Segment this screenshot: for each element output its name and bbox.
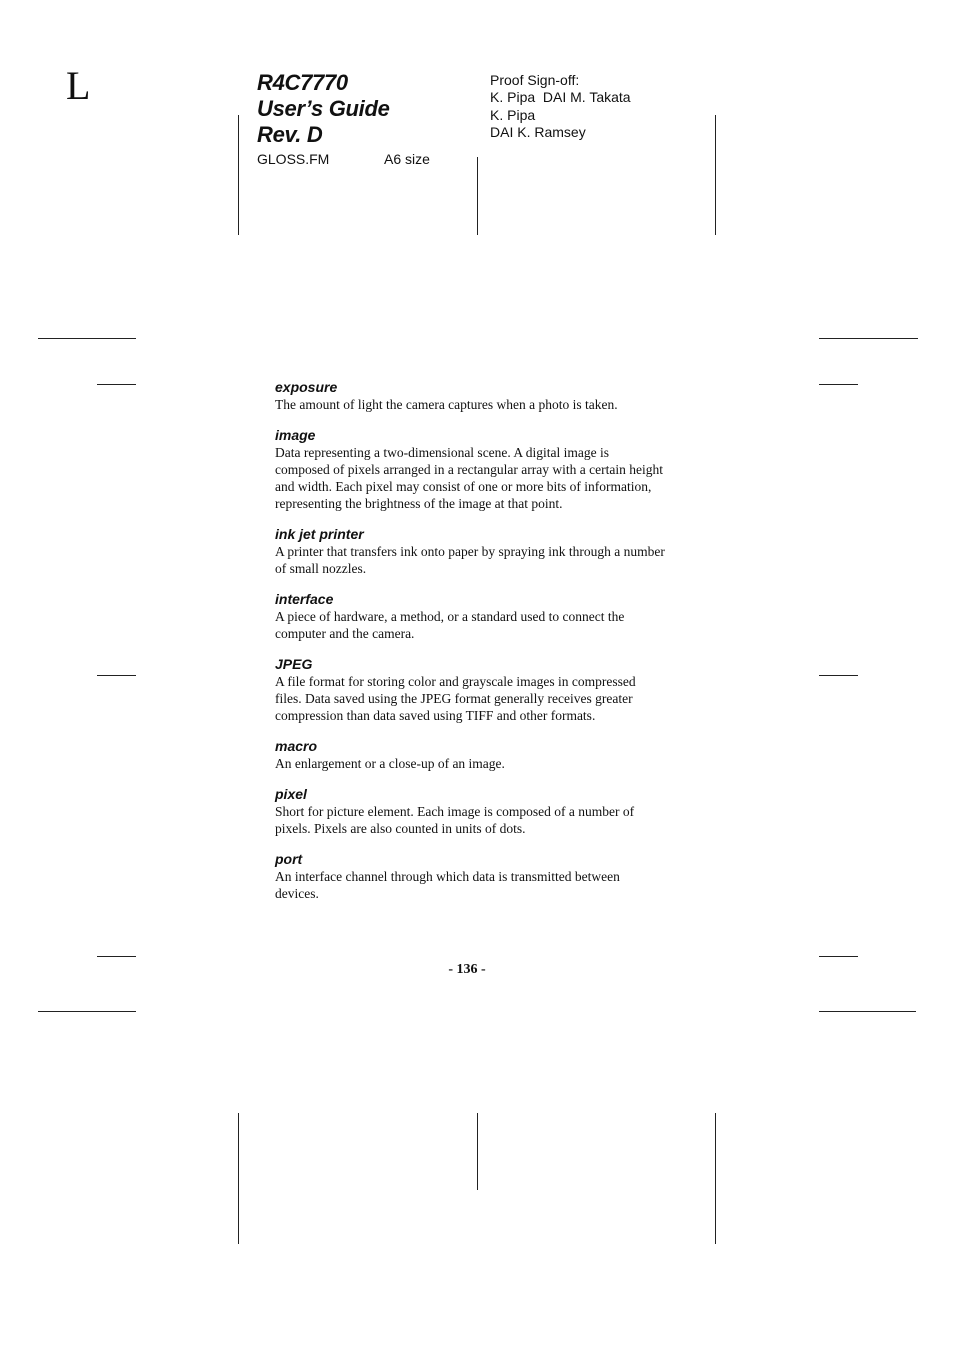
glossary-term: exposure (275, 379, 338, 395)
glossary-term: ink jet printer (275, 526, 364, 542)
crop-mark (97, 956, 136, 957)
proof-line: K. Pipa DAI M. Takata (490, 89, 631, 106)
page-number: - 136 - (448, 962, 486, 977)
glossary-entry (275, 737, 665, 772)
glossary-entry (275, 525, 665, 577)
file-name: GLOSS.FM (257, 151, 330, 167)
glossary-term: interface (275, 591, 334, 607)
crop-mark (238, 115, 239, 235)
glossary-entry (275, 426, 665, 512)
glossary-entry (275, 785, 665, 837)
crop-mark (38, 338, 136, 339)
proof-line: Proof Sign-off: (490, 72, 580, 88)
glossary-entry (275, 655, 665, 724)
proof-line: K. Pipa (490, 106, 536, 123)
glossary-definition: An enlargement or a close-up of an image. (275, 756, 505, 771)
crop-mark (819, 384, 858, 385)
document-title (257, 70, 390, 148)
glossary-definition: A printer that transfers ink onto paper by spraying ink through a number of small nozzles. (275, 544, 665, 576)
glossary-term: port (275, 851, 303, 867)
crop-mark (477, 157, 478, 235)
page-side-letter: L (66, 63, 91, 108)
crop-mark (819, 1011, 916, 1012)
glossary-definition: A file format for storing color and grayscale images in compressed files. Data saved using the JPEG format generally receives greater compression than data saved using TIFF and other formats. (275, 674, 636, 723)
glossary-term: image (275, 427, 316, 443)
crop-mark (715, 1113, 716, 1244)
title-line: User’s Guide (257, 96, 390, 121)
glossary-entry (275, 378, 665, 413)
glossary-entry (275, 590, 665, 642)
glossary-term: pixel (275, 786, 307, 802)
glossary-term: JPEG (275, 656, 313, 672)
crop-mark (819, 956, 858, 957)
page-size: A6 size (384, 151, 430, 167)
glossary-definition: Data representing a two-dimensional scene. A digital image is composed of pixels arranged in a rectangular array with a certain height and width. Each pixel may consist of one or more bits of information, representing the brightness of the image at that point. (275, 445, 663, 511)
crop-mark (238, 1113, 239, 1244)
crop-mark (97, 675, 136, 676)
title-line: Rev. D (257, 122, 323, 147)
proof-line: DAI K. Ramsey (490, 123, 586, 140)
glossary-entry (275, 850, 665, 902)
glossary-definition: An interface channel through which data is transmitted between devices. (275, 869, 620, 901)
glossary-definition: A piece of hardware, a method, or a standard used to connect the computer and the camera. (275, 609, 625, 641)
title-line: R4C7770 (257, 70, 348, 95)
crop-mark (819, 675, 858, 676)
glossary-definition: Short for picture element. Each image is composed of a number of pixels. Pixels are also counted in units of dots. (275, 804, 635, 836)
glossary-term: macro (275, 738, 318, 754)
crop-mark (38, 1011, 136, 1012)
crop-mark (715, 115, 716, 235)
crop-mark (97, 384, 136, 385)
glossary-list (275, 378, 665, 915)
crop-mark (819, 338, 918, 339)
proof-sign-off (490, 72, 631, 141)
crop-mark (477, 1113, 478, 1190)
glossary-definition: The amount of light the camera captures when a photo is taken. (275, 397, 618, 412)
